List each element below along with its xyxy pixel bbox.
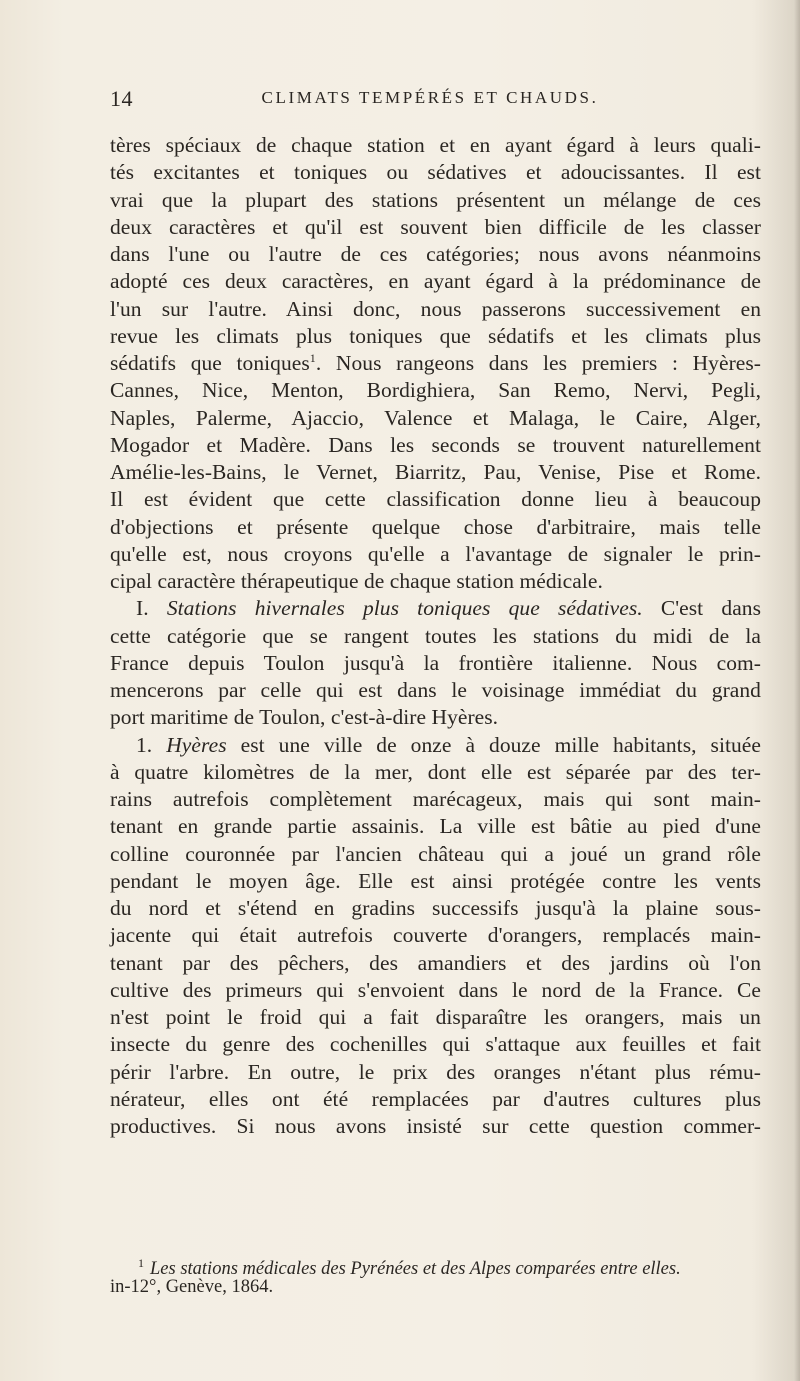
text-line: colline couronnée par l'ancien château qui a joué un grand rôle xyxy=(110,841,761,866)
text-line: jacente qui était autrefois couverte d'orangers, remplacés main- xyxy=(110,923,761,948)
text-line: cipal caractère thérapeutique de chaque station médicale. xyxy=(110,569,603,593)
text-line: deux caractères et qu'il est souvent bien difficile de les classer xyxy=(110,214,761,239)
footnote-mark: 1 xyxy=(138,1256,144,1270)
text-line: mencerons par celle qui est dans le voisinage immédiat du grand xyxy=(110,678,761,702)
section-title: Stations hivernales plus toniques que sédatives. xyxy=(166,596,643,621)
text-fragment: sédatifs que toniques xyxy=(110,351,310,375)
text-line: Mogador et Madère. Dans les seconds se trouvent naturellement xyxy=(110,432,761,457)
text-line: n'est point le froid qui a fait disparaître les orangers, mais un xyxy=(110,1005,761,1029)
footnote-reference: 1 xyxy=(309,350,316,365)
page-edge-shadow xyxy=(794,0,800,1381)
text-line: Cannes, Nice, Menton, Bordighiera, San Remo, Nervi, Pegli, xyxy=(110,378,761,403)
text-line: nérateur, elles ont été remplacées par d'autres cultures plus xyxy=(110,1086,761,1111)
footnote-title: Les stations médicales des Pyrénées et des Alpes comparées entre elles. xyxy=(150,1259,681,1280)
footnote-line: in-12°, Genève, 1864. xyxy=(110,1277,274,1297)
text-line: Amélie-les-Bains, le Vernet, Biarritz, Pau, Venise, Pise et Rome. xyxy=(110,460,761,484)
subsection-number: 1. xyxy=(136,732,167,757)
text-line: vrai que la plupart des stations présentent un mélange de ces xyxy=(110,187,761,212)
text-fragment: . Nous rangeons dans les premiers : Hyères- xyxy=(315,351,761,375)
text-line: dans l'une ou l'autre de ces catégories; nous avons néanmoins xyxy=(110,242,761,266)
text-line: cultive des primeurs qui s'envoient dans le nord de la France. Ce xyxy=(110,977,761,1002)
text-line: pendant le moyen âge. Elle est ainsi protégée contre les vents xyxy=(110,868,761,893)
text-line: tenant par des pêchers, des amandiers et des jardins où l'on xyxy=(110,950,761,975)
subsection-title: Hyères xyxy=(166,732,227,757)
text-line: tères spéciaux de chaque station et en ayant égard à leurs quali- xyxy=(110,133,761,157)
running-header xyxy=(110,86,750,116)
text-line: adopté ces deux caractères, en ayant égard à la prédominance de xyxy=(110,269,761,294)
text-line: France depuis Toulon jusqu'à la frontière italienne. Nous com- xyxy=(110,650,761,675)
page-number: 14 xyxy=(110,86,133,111)
subsection-heading-line xyxy=(110,732,761,759)
text-line: insecte du genre des cochenilles qui s'attaque aux feuilles et fait xyxy=(110,1032,761,1057)
running-title: CLIMATS TEMPÉRÉS ET CHAUDS. xyxy=(261,88,599,107)
text-line: l'un sur l'autre. Ainsi donc, nous passerons successivement en xyxy=(110,296,761,321)
text-line: Il est évident que cette classification donne lieu à beaucoup xyxy=(110,487,761,512)
text-line: cette catégorie que se rangent toutes les stations du midi de la xyxy=(110,623,761,648)
text-fragment: C'est dans xyxy=(642,596,761,621)
text-line: du nord et s'étend en gradins successifs jusqu'à la plaine sous- xyxy=(110,896,761,920)
text-line: périr l'arbre. En outre, le prix des oranges n'étant plus rému- xyxy=(110,1059,761,1084)
text-line: tés excitantes et toniques ou sédatives et adoucissantes. Il est xyxy=(110,160,761,185)
section-heading-line xyxy=(110,595,761,622)
text-line: productives. Si nous avons insisté sur cette question commer- xyxy=(110,1114,761,1138)
footnotes xyxy=(110,1251,761,1299)
text-line: qu'elle est, nous croyons qu'elle a l'avantage de signaler le prin- xyxy=(110,541,761,566)
text-line: tenant en grande partie assainis. La ville est bâtie au pied d'une xyxy=(110,814,761,839)
footnote-line xyxy=(110,1251,761,1280)
text-line: à quatre kilomètres de la mer, dont elle est séparée par des ter- xyxy=(110,759,761,784)
section-number: I. xyxy=(136,596,167,621)
text-line: port maritime de Toulon, c'est-à-dire Hyères. xyxy=(110,705,499,730)
text-line: rains autrefois complètement marécageux, mais qui sont main- xyxy=(110,787,761,811)
text-line: revue les climats plus toniques que sédatifs et les climats plus xyxy=(110,323,761,348)
body-text xyxy=(110,132,761,1140)
text-line: d'objections et présente quelque chose d'arbitraire, mais telle xyxy=(110,514,761,539)
text-fragment: est une ville de onze à douze mille habitants, située xyxy=(226,732,761,757)
text-line: Naples, Palerme, Ajaccio, Valence et Malaga, le Caire, Alger, xyxy=(110,405,761,430)
text-line xyxy=(110,350,761,377)
